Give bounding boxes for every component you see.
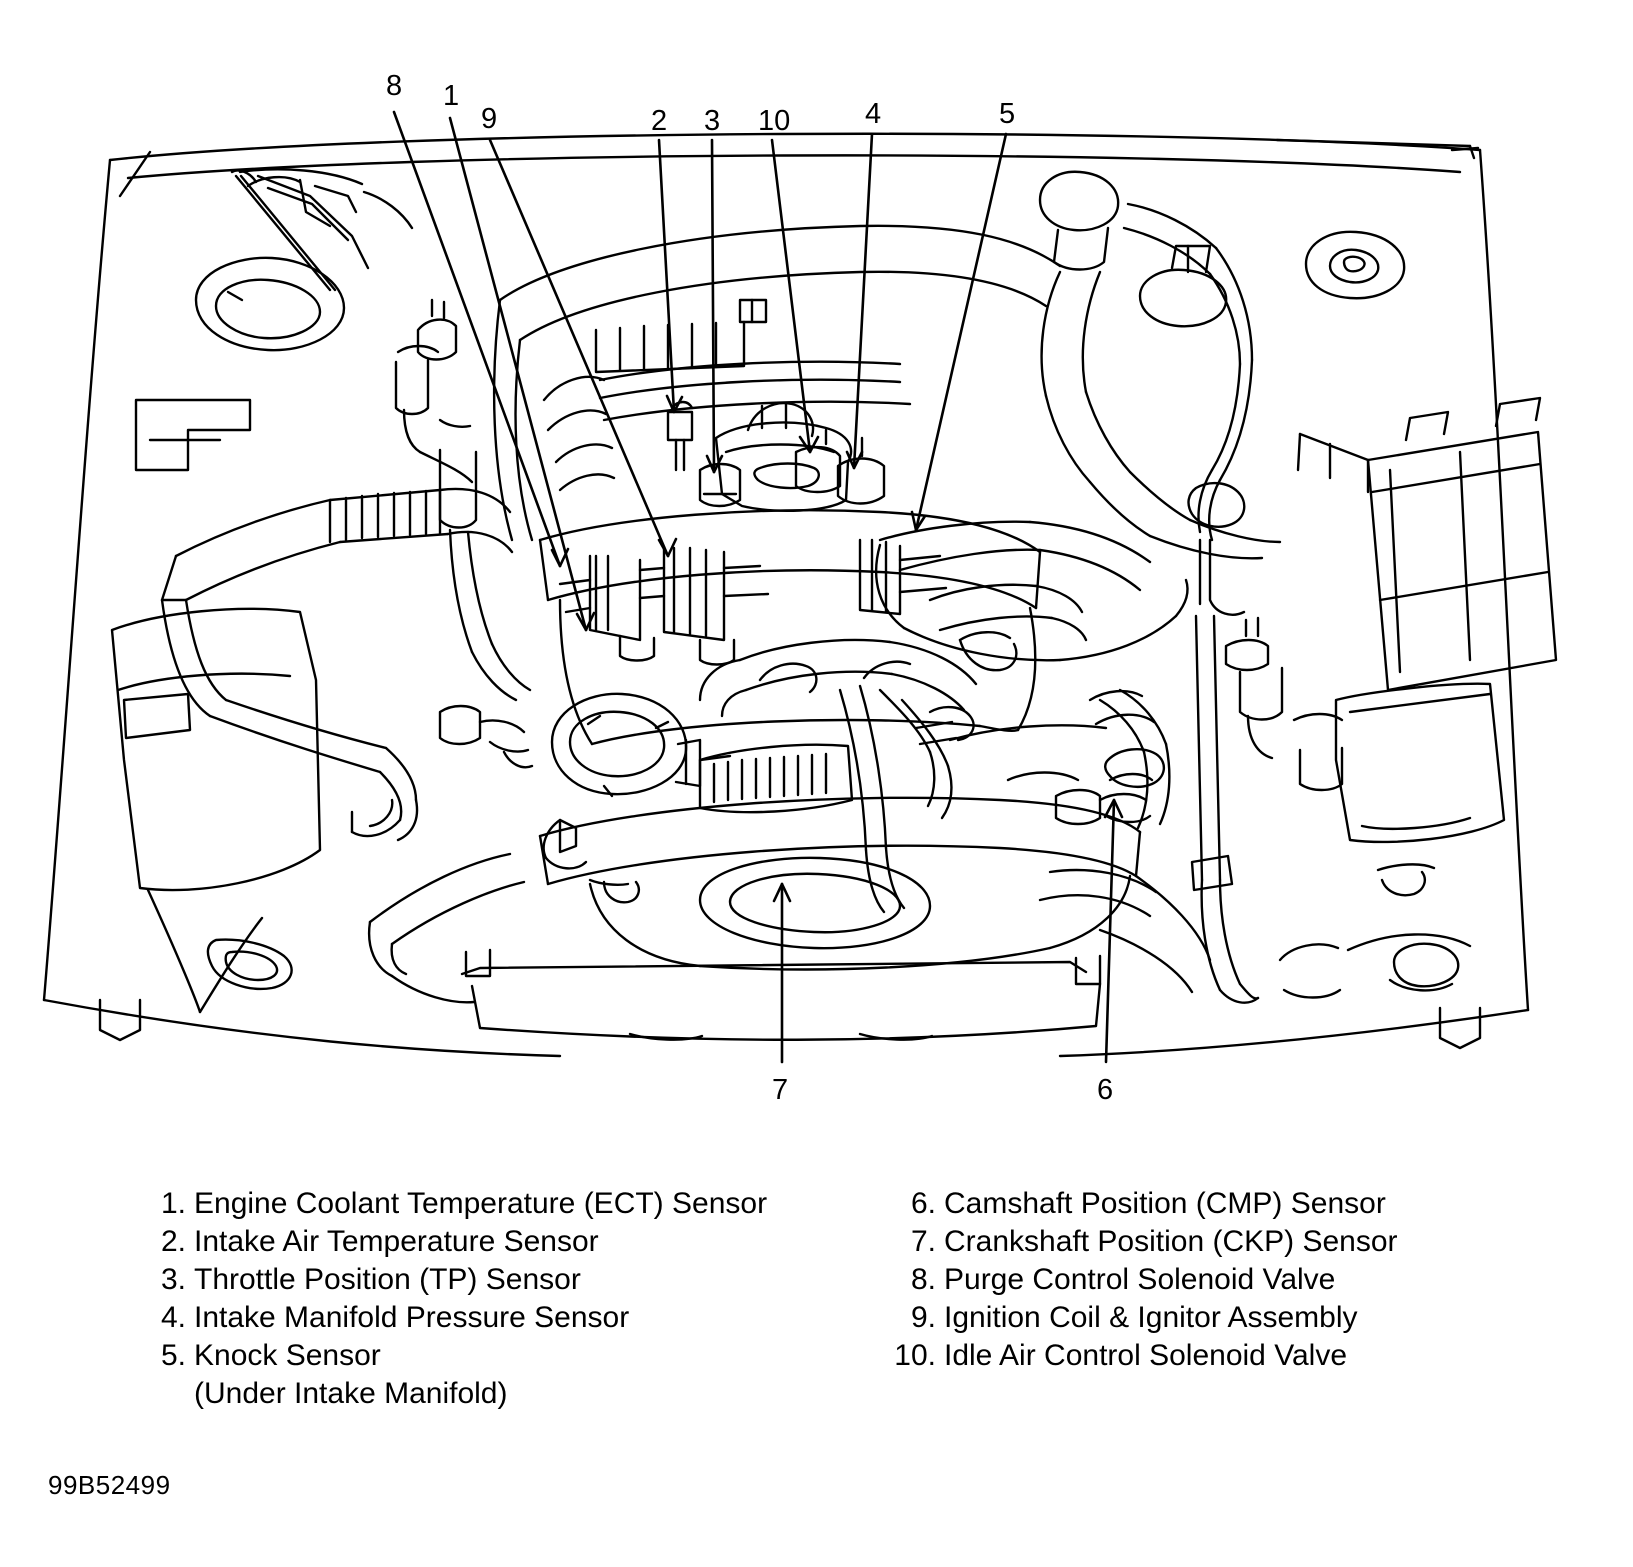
legend-item-number: 6. bbox=[910, 1187, 936, 1220]
legend-item-number: 9. bbox=[910, 1301, 936, 1334]
legend-item-number: 8. bbox=[910, 1263, 936, 1296]
legend-item-label: Intake Air Temperature Sensor bbox=[194, 1225, 599, 1258]
legend-item-number: 1. bbox=[160, 1187, 186, 1220]
legend-item bbox=[140, 1223, 840, 1261]
legend bbox=[0, 1185, 1633, 1435]
legend-item-label: Purge Control Solenoid Valve bbox=[944, 1263, 1336, 1296]
legend-item bbox=[140, 1261, 840, 1299]
legend-item bbox=[140, 1299, 840, 1337]
legend-item-label: Ignition Coil & Ignitor Assembly bbox=[944, 1301, 1358, 1334]
washer-reservoir bbox=[112, 609, 320, 1012]
figure-code: 99B52499 bbox=[48, 1470, 171, 1500]
body-outline bbox=[44, 134, 1528, 1056]
legend-item-number: 3. bbox=[160, 1263, 186, 1296]
legend-item-label: Throttle Position (TP) Sensor bbox=[194, 1263, 581, 1296]
legend-item-label: Engine Coolant Temperature (ECT) Sensor bbox=[194, 1187, 768, 1220]
legend-column-left bbox=[140, 1185, 840, 1413]
misc-parts bbox=[396, 300, 1282, 868]
left-strut-tower bbox=[136, 169, 412, 470]
legend-item bbox=[890, 1337, 1590, 1375]
legend-item-number: 7. bbox=[910, 1225, 936, 1258]
legend-item-number: 2. bbox=[160, 1225, 186, 1258]
air-intake-duct bbox=[162, 489, 512, 840]
legend-item bbox=[890, 1185, 1590, 1223]
callout-8: 8 bbox=[386, 70, 403, 102]
callout-1: 1 bbox=[443, 80, 460, 112]
callout-10: 10 bbox=[758, 105, 791, 137]
legend-item-number: 4. bbox=[160, 1301, 186, 1334]
legend-item-label: Knock Sensor bbox=[194, 1339, 381, 1372]
callout-7: 7 bbox=[772, 1074, 789, 1106]
legend-item-label: Idle Air Control Solenoid Valve bbox=[944, 1339, 1348, 1372]
legend-column-right bbox=[890, 1185, 1590, 1375]
callout-5: 5 bbox=[999, 98, 1016, 130]
legend-item bbox=[890, 1299, 1590, 1337]
callout-6: 6 bbox=[1097, 1074, 1114, 1106]
legend-item bbox=[140, 1337, 840, 1375]
callout-2: 2 bbox=[651, 105, 668, 137]
callout-3: 3 bbox=[704, 105, 721, 137]
legend-item-sublabel: (Under Intake Manifold) bbox=[194, 1377, 508, 1410]
legend-item-number: 5. bbox=[160, 1339, 186, 1372]
legend-item bbox=[890, 1261, 1590, 1299]
callout-9: 9 bbox=[481, 103, 498, 135]
callout-4: 4 bbox=[865, 98, 882, 130]
legend-item bbox=[140, 1185, 840, 1223]
legend-item-number: 10. bbox=[894, 1339, 936, 1372]
legend-item-label: Intake Manifold Pressure Sensor bbox=[194, 1301, 630, 1334]
legend-item-label: Crankshaft Position (CKP) Sensor bbox=[944, 1225, 1398, 1258]
legend-item bbox=[890, 1223, 1590, 1261]
legend-item-label: Camshaft Position (CMP) Sensor bbox=[944, 1187, 1386, 1220]
accessory-pulleys bbox=[552, 694, 730, 796]
leader-lines bbox=[394, 112, 1122, 1062]
